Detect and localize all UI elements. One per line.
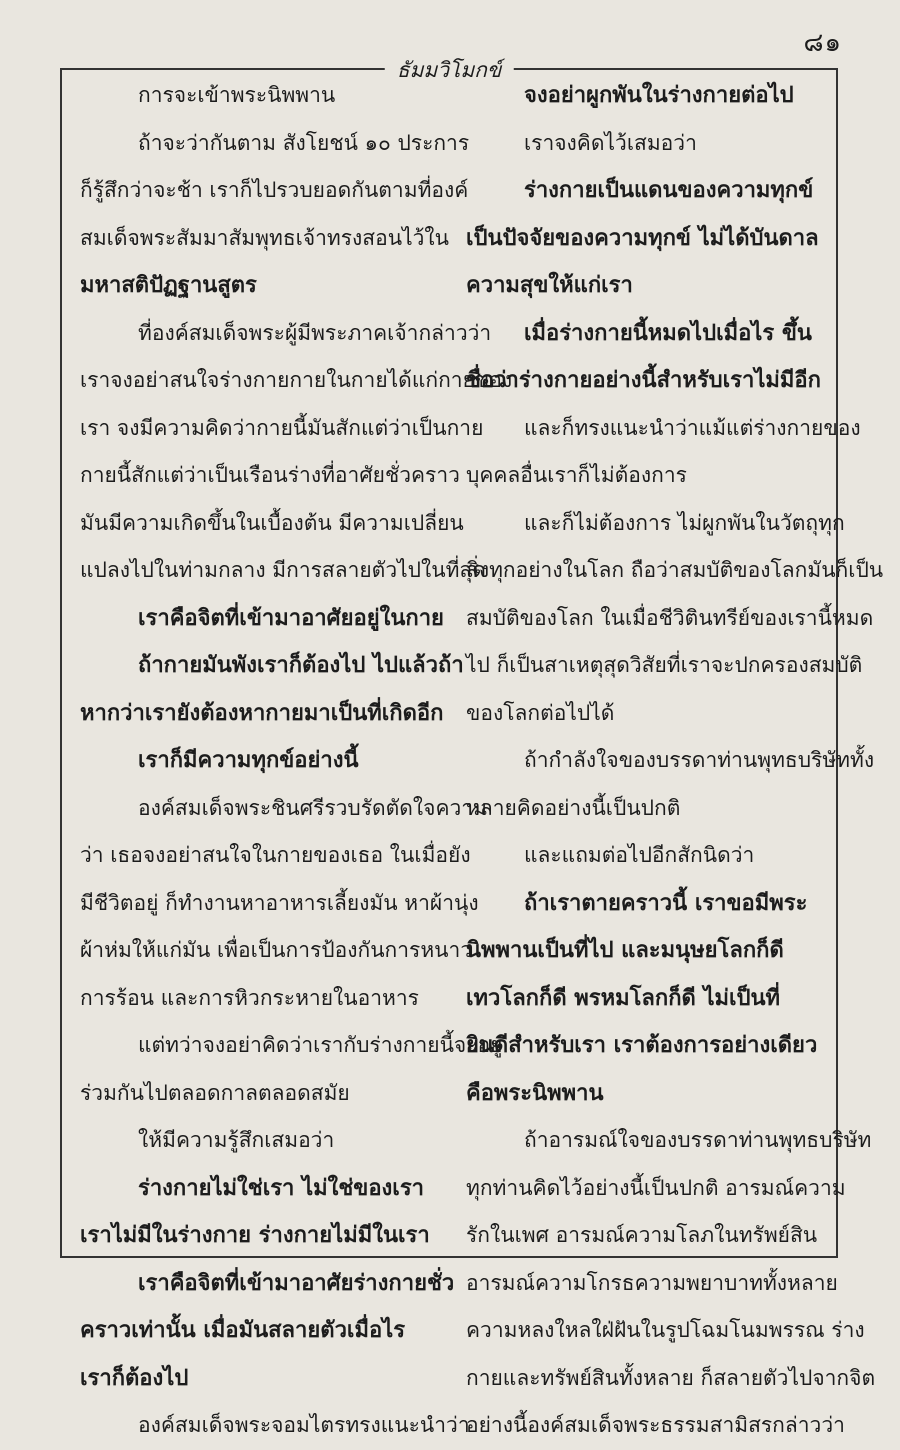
text-line: ถ้าจะว่ากันตาม สังโยชน์ ๑๐ ประการ	[138, 130, 470, 155]
text-line: นิพพานเป็นที่ไป และมนุษยโลกก็ดี	[466, 938, 784, 963]
text-line: ความหลงใหลใฝ่ฝันในรูปโฉมโนมพรรณ ร่าง	[466, 1318, 865, 1342]
text-line: มันมีความเกิดขึ้นในเบื้องต้น มีความเปลี่ยน	[80, 510, 464, 535]
text-line: และก็ทรงแนะนำว่าแม้แต่ร่างกายของ	[524, 415, 861, 440]
text-line: เราก็มีความทุกข์อย่างนี้	[138, 748, 359, 773]
text-line: เราคือจิตที่เข้ามาอาศัยอยู่ในกาย	[138, 605, 444, 631]
text-line: ความสุขให้แก่เรา	[466, 273, 633, 298]
text-line: สิ่งทุกอย่างในโลก ถือว่าสมบัติของโลกมันก็เป็น	[466, 558, 884, 582]
text-line: ถ้าอารมณ์ใจของบรรดาท่านพุทธบริษัท	[524, 1128, 872, 1152]
text-line: คราวเท่านั้น เมื่อมันสลายตัวเมื่อไร	[80, 1318, 406, 1343]
text-line: ถ้าเราตายคราวนี้ เราขอมีพระ	[524, 890, 808, 916]
text-line: สมเด็จพระสัมมาสัมพุทธเจ้าทรงสอนไว้ใน	[80, 225, 450, 250]
text-line: ที่องค์สมเด็จพระผู้มีพระภาคเจ้ากล่าวว่า	[138, 320, 492, 345]
text-line: องค์สมเด็จพระจอมไตรทรงแนะนำว่า	[138, 1413, 470, 1437]
page-number: ๘๑	[803, 28, 842, 58]
text-line: ร่างกายเป็นแดนของความทุกข์	[524, 178, 814, 203]
text-line: เราคือจิตที่เข้ามาอาศัยร่างกายชั่ว	[138, 1270, 455, 1296]
text-line: ร่างกายไม่ใช่เรา ไม่ใช่ของเรา	[138, 1175, 424, 1201]
text-line: มหาสติปัฏฐานสูตร	[80, 273, 257, 298]
text-line: จงอย่าผูกพันในร่างกายต่อไป	[524, 83, 794, 108]
text-line: การร้อน และการหิวกระหายในอาหาร	[80, 985, 419, 1010]
text-line: กายนี้สักแต่ว่าเป็นเรือนร่างที่อาศัยชั่วคราว	[80, 463, 460, 487]
text-line: อารมณ์ความโกรธความพยาบาททั้งหลาย	[466, 1270, 838, 1295]
text-line: การจะเข้าพระนิพพาน	[138, 83, 336, 107]
text-line: กายและทรัพย์สินทั้งหลาย ก็สลายตัวไปจากจิต	[466, 1365, 876, 1390]
text-line: ถ้ากำลังใจของบรรดาท่านพุทธบริษัททั้ง	[524, 748, 875, 772]
text-line: แต่ทว่าจงอย่าคิดว่าเรากับร่างกายนี้จะอยู่	[138, 1033, 503, 1057]
text-line: ไป ก็เป็นสาเหตุสุดวิสัยที่เราจะปกครองสมบัติ	[466, 653, 863, 677]
text-line: เราไม่มีในร่างกาย ร่างกายไม่มีในเรา	[80, 1223, 430, 1248]
text-line: เราจงคิดไว้เสมอว่า	[524, 130, 697, 155]
text-line: รักในเพศ อารมณ์ความโลภในทรัพย์สิน	[466, 1223, 818, 1247]
text-line: ผ้าห่มให้แก่มัน เพื่อเป็นการป้องกันการหนาว	[80, 938, 473, 962]
text-line: และก็ไม่ต้องการ ไม่ผูกพันในวัตถุทุก	[524, 510, 845, 535]
text-line: มีชีวิตอยู่ ก็ทำงานหาอาหารเลี้ยงมัน หาผ้านุ่ง	[80, 890, 479, 915]
text-line: ให้มีความรู้สึกเสมอว่า	[138, 1128, 335, 1152]
text-line: ของโลกต่อไปได้	[466, 700, 615, 725]
text-line: เราจงอย่าสนใจร่างกายกายในกายได้แก่กายของ	[80, 368, 513, 392]
text-line: องค์สมเด็จพระชินศรีรวบรัดตัดใจความ	[138, 795, 487, 820]
right-text-column	[466, 72, 884, 1450]
text-line: สมบัติของโลก ในเมื่อชีวิตินทรีย์ของเรานี้หมด	[466, 605, 874, 630]
text-line: ถ้ากายมันพังเราก็ต้องไป ไปแล้วถ้า	[138, 653, 464, 678]
text-line: เราก็ต้องไป	[80, 1365, 189, 1391]
text-line: ว่า เธอจงอย่าสนใจในกายของเธอ ในเมื่อยัง	[80, 843, 471, 867]
text-line: ทุกท่านคิดไว้อย่างนี้เป็นปกติ อารมณ์ความ	[466, 1175, 846, 1200]
text-line: ชื่อว่าร่างกายอย่างนี้สำหรับเราไม่มีอีก	[466, 368, 821, 393]
text-line: เมื่อร่างกายนี้หมดไปเมื่อไร ขึ้น	[524, 320, 812, 346]
book-title: ธัมมวิโมกข์	[385, 54, 514, 87]
text-line: หลายคิดอย่างนี้เป็นปกติ	[466, 795, 681, 820]
text-line: เทวโลกก็ดี พรหมโลกก็ดี ไม่เป็นที่	[466, 985, 781, 1011]
left-text-column	[80, 72, 513, 1450]
text-line: เป็นปัจจัยของความทุกข์ ไม่ได้บันดาล	[466, 225, 819, 251]
text-line: ก็รู้สึกว่าจะช้า เราก็ไปรวบยอดกันตามที่องค์	[80, 178, 469, 202]
text-line: อย่างนี้องค์สมเด็จพระธรรมสามิสรกล่าวว่า	[466, 1413, 845, 1437]
text-line: เรา จงมีความคิดว่ากายนี้มันสักแต่ว่าเป็นกาย	[80, 415, 484, 440]
text-line: บุคคลอื่นเราก็ไม่ต้องการ	[466, 463, 687, 487]
text-line: คือพระนิพพาน	[466, 1080, 604, 1106]
text-line: และแถมต่อไปอีกสักนิดว่า	[524, 843, 755, 867]
text-line: แปลงไปในท่ามกลาง มีการสลายตัวไปในที่สุด	[80, 558, 486, 582]
text-line: หากว่าเรายังต้องหากายมาเป็นที่เกิดอีก	[80, 700, 444, 726]
text-line: ร่วมกันไปตลอดกาลตลอดสมัย	[80, 1080, 350, 1105]
text-line: ยินดีสำหรับเรา เราต้องการอย่างเดียว	[466, 1033, 818, 1058]
